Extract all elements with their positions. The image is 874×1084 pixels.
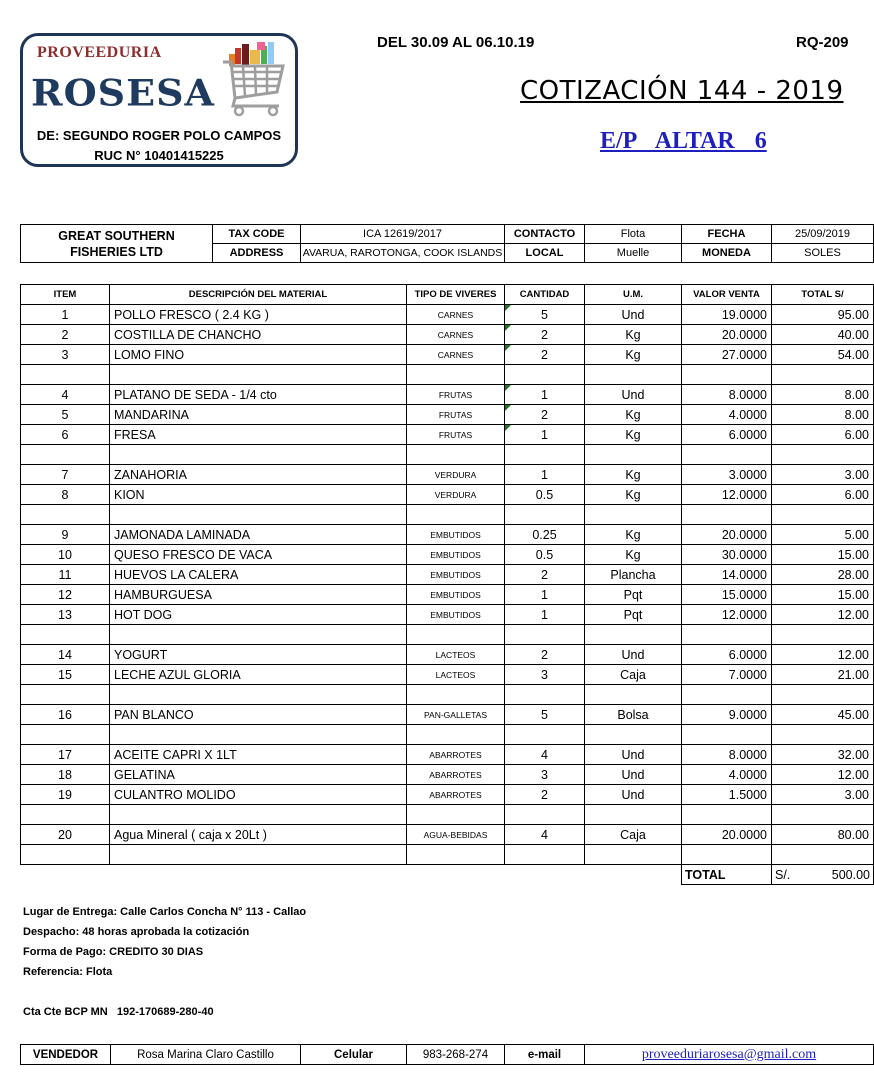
currency-value: SOLES (772, 244, 874, 263)
empty-cell (772, 365, 874, 385)
table-row (21, 325, 874, 345)
item-category: LACTEOS (407, 665, 505, 685)
item-number: 1 (21, 305, 110, 325)
empty-cell (585, 725, 682, 745)
email-cell (585, 1045, 874, 1065)
table-row (21, 645, 874, 665)
empty-cell (505, 685, 585, 705)
shopping-cart-icon (219, 40, 289, 118)
empty-cell (407, 845, 505, 865)
empty-cell (585, 365, 682, 385)
total-label: TOTAL (682, 865, 772, 885)
bank-account: Cta Cte BCP MN 192-170689-280-40 (23, 1006, 214, 1018)
item-category: VERDURA (407, 465, 505, 485)
item-total: 28.00 (772, 565, 874, 585)
item-number: 8 (21, 485, 110, 505)
item-unit-price: 27.0000 (682, 345, 772, 365)
item-description: CULANTRO MOLIDO (110, 785, 407, 805)
item-description: POLLO FRESCO ( 2.4 KG ) (110, 305, 407, 325)
item-unit-price: 3.0000 (682, 465, 772, 485)
item-unit: Kg (585, 325, 682, 345)
spacer-row (21, 845, 874, 865)
total-table (681, 864, 874, 885)
empty-cell (110, 365, 407, 385)
item-description: YOGURT (110, 645, 407, 665)
empty-cell (407, 625, 505, 645)
item-total: 95.00 (772, 305, 874, 325)
empty-cell (505, 845, 585, 865)
item-category: EMBUTIDOS (407, 565, 505, 585)
empty-cell (110, 725, 407, 745)
empty-cell (585, 685, 682, 705)
empty-cell (21, 365, 110, 385)
item-category: AGUA-BEBIDAS (407, 825, 505, 845)
table-row (21, 425, 874, 445)
empty-cell (772, 805, 874, 825)
empty-cell (682, 505, 772, 525)
date-label: FECHA (682, 225, 772, 244)
table-row (21, 605, 874, 625)
item-unit: Und (585, 745, 682, 765)
item-unit: Caja (585, 825, 682, 845)
table-row (21, 745, 874, 765)
address-label: ADDRESS (213, 244, 301, 263)
item-unit: Und (585, 785, 682, 805)
empty-cell (505, 725, 585, 745)
grand-total-value: 500.00 (831, 867, 870, 882)
item-unit: Kg (585, 525, 682, 545)
item-number: 3 (21, 345, 110, 365)
empty-cell (682, 845, 772, 865)
contact-label: CONTACTO (505, 225, 585, 244)
item-quantity: 2 (505, 405, 585, 425)
item-description: LOMO FINO (110, 345, 407, 365)
spacer-row (21, 365, 874, 385)
dispatch-note: Despacho: 48 horas aprobada la cotización (23, 926, 250, 938)
table-row (21, 305, 874, 325)
item-unit: Kg (585, 485, 682, 505)
reference-note: Referencia: Flota (23, 966, 113, 978)
quotation-title: COTIZACIÓN 144 - 2019 (520, 76, 844, 106)
currency-symbol: S/. (775, 867, 791, 882)
grand-total (772, 865, 874, 885)
item-category: CARNES (407, 345, 505, 365)
item-unit: Und (585, 645, 682, 665)
empty-cell (110, 445, 407, 465)
item-unit: Caja (585, 665, 682, 685)
item-unit-price: 14.0000 (682, 565, 772, 585)
empty-cell (585, 445, 682, 465)
empty-cell (772, 625, 874, 645)
spacer-row (21, 685, 874, 705)
column-header: ITEM (21, 285, 110, 305)
empty-cell (772, 845, 874, 865)
tax-code-value: ICA 12619/2017 (301, 225, 505, 244)
column-header: TOTAL S/ (772, 285, 874, 305)
column-header: TIPO DE VIVERES (407, 285, 505, 305)
tax-code-label: TAX CODE (213, 225, 301, 244)
empty-cell (407, 505, 505, 525)
column-header: U.M. (585, 285, 682, 305)
item-quantity: 5 (505, 705, 585, 725)
item-category: LACTEOS (407, 645, 505, 665)
item-quantity: 2 (505, 645, 585, 665)
empty-cell (407, 805, 505, 825)
item-number: 20 (21, 825, 110, 845)
empty-cell (585, 845, 682, 865)
column-header: VALOR VENTA (682, 285, 772, 305)
currency-label: MONEDA (682, 244, 772, 263)
item-quantity: 2 (505, 785, 585, 805)
item-description: HUEVOS LA CALERA (110, 565, 407, 585)
empty-cell (505, 445, 585, 465)
table-row (21, 825, 874, 845)
item-quantity: 2 (505, 345, 585, 365)
item-category: EMBUTIDOS (407, 525, 505, 545)
item-unit-price: 20.0000 (682, 325, 772, 345)
item-quantity: 4 (505, 745, 585, 765)
empty-cell (505, 805, 585, 825)
item-number: 11 (21, 565, 110, 585)
empty-cell (21, 505, 110, 525)
item-number: 14 (21, 645, 110, 665)
table-row (21, 565, 874, 585)
empty-cell (407, 365, 505, 385)
empty-cell (682, 685, 772, 705)
table-row (21, 525, 874, 545)
empty-cell (772, 725, 874, 745)
item-total: 32.00 (772, 745, 874, 765)
empty-cell (110, 685, 407, 705)
item-unit-price: 20.0000 (682, 525, 772, 545)
empty-cell (772, 445, 874, 465)
table-row (21, 385, 874, 405)
delivery-note: Lugar de Entrega: Calle Carlos Concha N° 113 - Callao (23, 906, 307, 918)
table-row (21, 545, 874, 565)
customer-info-table (20, 224, 874, 263)
item-quantity: 1 (505, 605, 585, 625)
item-unit-price: 19.0000 (682, 305, 772, 325)
item-unit-price: 8.0000 (682, 745, 772, 765)
item-unit-price: 6.0000 (682, 425, 772, 445)
item-total: 12.00 (772, 765, 874, 785)
item-unit: Und (585, 305, 682, 325)
item-category: ABARROTES (407, 765, 505, 785)
item-number: 9 (21, 525, 110, 545)
empty-cell (21, 845, 110, 865)
item-unit-price: 1.5000 (682, 785, 772, 805)
item-description: MANDARINA (110, 405, 407, 425)
empty-cell (682, 805, 772, 825)
item-total: 21.00 (772, 665, 874, 685)
item-total: 12.00 (772, 605, 874, 625)
vessel-name: E/P ALTAR 6 (600, 128, 767, 154)
item-category: FRUTAS (407, 405, 505, 425)
item-category: EMBUTIDOS (407, 545, 505, 565)
empty-cell (682, 725, 772, 745)
local-label: LOCAL (505, 244, 585, 263)
item-quantity: 4 (505, 825, 585, 845)
owner-name: DE: SEGUNDO ROGER POLO CAMPOS (36, 128, 282, 143)
empty-cell (682, 625, 772, 645)
item-category: FRUTAS (407, 385, 505, 405)
item-quantity: 1 (505, 465, 585, 485)
empty-cell (682, 365, 772, 385)
empty-cell (407, 685, 505, 705)
item-unit-price: 4.0000 (682, 405, 772, 425)
item-unit-price: 12.0000 (682, 605, 772, 625)
spacer-row (21, 625, 874, 645)
company-logo (20, 33, 298, 167)
item-number: 17 (21, 745, 110, 765)
item-quantity: 1 (505, 385, 585, 405)
item-total: 40.00 (772, 325, 874, 345)
item-description: QUESO FRESCO DE VACA (110, 545, 407, 565)
item-description: LECHE AZUL GLORIA (110, 665, 407, 685)
item-unit-price: 9.0000 (682, 705, 772, 725)
empty-cell (407, 725, 505, 745)
item-unit-price: 15.0000 (682, 585, 772, 605)
spacer-row (21, 725, 874, 745)
item-number: 10 (21, 545, 110, 565)
item-number: 2 (21, 325, 110, 345)
item-quantity: 3 (505, 665, 585, 685)
item-total: 6.00 (772, 425, 874, 445)
item-total: 12.00 (772, 645, 874, 665)
table-row (21, 665, 874, 685)
item-description: PAN BLANCO (110, 705, 407, 725)
item-unit: Kg (585, 345, 682, 365)
item-quantity: 0.5 (505, 485, 585, 505)
item-unit: Plancha (585, 565, 682, 585)
item-unit: Kg (585, 465, 682, 485)
empty-cell (21, 725, 110, 745)
requirement-code: RQ-209 (796, 34, 849, 51)
item-quantity: 2 (505, 565, 585, 585)
item-description: FRESA (110, 425, 407, 445)
item-unit-price: 20.0000 (682, 825, 772, 845)
item-unit-price: 6.0000 (682, 645, 772, 665)
table-row (21, 405, 874, 425)
empty-cell (21, 685, 110, 705)
phone-value: 983-268-274 (407, 1045, 505, 1065)
item-category: ABARROTES (407, 785, 505, 805)
column-header: DESCRIPCIÓN DEL MATERIAL (110, 285, 407, 305)
item-quantity: 2 (505, 325, 585, 345)
email-label: e-mail (505, 1045, 585, 1065)
ruc-number: RUC N° 10401415225 (94, 148, 224, 163)
item-number: 18 (21, 765, 110, 785)
item-unit: Kg (585, 405, 682, 425)
item-total: 3.00 (772, 785, 874, 805)
item-total: 8.00 (772, 405, 874, 425)
empty-cell (110, 505, 407, 525)
item-quantity: 0.25 (505, 525, 585, 545)
empty-cell (585, 505, 682, 525)
customer-name: GREAT SOUTHERN FISHERIES LTD (21, 225, 213, 263)
item-number: 4 (21, 385, 110, 405)
item-unit-price: 12.0000 (682, 485, 772, 505)
local-value: Muelle (585, 244, 682, 263)
item-unit: Pqt (585, 585, 682, 605)
item-total: 15.00 (772, 585, 874, 605)
item-unit-price: 30.0000 (682, 545, 772, 565)
logo-prefix: PROVEEDURIA (37, 44, 162, 61)
item-description: COSTILLA DE CHANCHO (110, 325, 407, 345)
item-unit-price: 4.0000 (682, 765, 772, 785)
item-description: GELATINA (110, 765, 407, 785)
item-unit: Pqt (585, 605, 682, 625)
logo-name: ROSESA (31, 71, 216, 114)
item-unit: Kg (585, 545, 682, 565)
spacer-row (21, 505, 874, 525)
empty-cell (21, 445, 110, 465)
item-total: 8.00 (772, 385, 874, 405)
item-number: 12 (21, 585, 110, 605)
item-number: 6 (21, 425, 110, 445)
item-quantity: 0.5 (505, 545, 585, 565)
item-number: 7 (21, 465, 110, 485)
item-category: PAN-GALLETAS (407, 705, 505, 725)
table-row (21, 765, 874, 785)
table-row (21, 465, 874, 485)
item-description: KION (110, 485, 407, 505)
item-unit: Bolsa (585, 705, 682, 725)
item-description: ACEITE CAPRI X 1LT (110, 745, 407, 765)
item-category: FRUTAS (407, 425, 505, 445)
empty-cell (772, 505, 874, 525)
item-category: CARNES (407, 325, 505, 345)
table-row (21, 705, 874, 725)
empty-cell (407, 445, 505, 465)
item-total: 45.00 (772, 705, 874, 725)
empty-cell (585, 805, 682, 825)
column-header: CANTIDAD (505, 285, 585, 305)
item-unit-price: 8.0000 (682, 385, 772, 405)
payment-note: Forma de Pago: CREDITO 30 DIAS (23, 946, 204, 958)
empty-cell (505, 365, 585, 385)
item-number: 13 (21, 605, 110, 625)
contact-value: Flota (585, 225, 682, 244)
empty-cell (772, 685, 874, 705)
table-row (21, 585, 874, 605)
empty-cell (110, 845, 407, 865)
item-total: 80.00 (772, 825, 874, 845)
empty-cell (21, 625, 110, 645)
empty-cell (505, 505, 585, 525)
item-category: VERDURA (407, 485, 505, 505)
seller-name: Rosa Marina Claro Castillo (111, 1045, 301, 1065)
spacer-row (21, 445, 874, 465)
item-category: EMBUTIDOS (407, 605, 505, 625)
email-link[interactable]: proveeduriarosesa@gmail.com (641, 1046, 817, 1062)
empty-cell (585, 625, 682, 645)
seller-info-table (20, 1044, 874, 1065)
items-header-row (21, 285, 874, 305)
item-description: HAMBURGUESA (110, 585, 407, 605)
seller-label: VENDEDOR (21, 1045, 111, 1065)
item-number: 16 (21, 705, 110, 725)
item-quantity: 1 (505, 585, 585, 605)
item-category: ABARROTES (407, 745, 505, 765)
address-value: AVARUA, RAROTONGA, COOK ISLANDS (301, 244, 505, 263)
spacer-row (21, 805, 874, 825)
empty-cell (505, 625, 585, 645)
empty-cell (110, 625, 407, 645)
item-unit: Kg (585, 425, 682, 445)
empty-cell (110, 805, 407, 825)
item-description: JAMONADA LAMINADA (110, 525, 407, 545)
item-description: Agua Mineral ( caja x 20Lt ) (110, 825, 407, 845)
item-number: 15 (21, 665, 110, 685)
item-number: 19 (21, 785, 110, 805)
item-total: 54.00 (772, 345, 874, 365)
items-table (20, 284, 874, 865)
item-description: PLATANO DE SEDA - 1/4 cto (110, 385, 407, 405)
date-value: 25/09/2019 (772, 225, 874, 244)
item-quantity: 1 (505, 425, 585, 445)
table-row (21, 785, 874, 805)
empty-cell (682, 445, 772, 465)
item-category: EMBUTIDOS (407, 585, 505, 605)
period-range: DEL 30.09 AL 06.10.19 (377, 34, 535, 51)
item-category: CARNES (407, 305, 505, 325)
item-unit: Und (585, 385, 682, 405)
phone-label: Celular (301, 1045, 407, 1065)
table-row (21, 345, 874, 365)
item-total: 15.00 (772, 545, 874, 565)
item-number: 5 (21, 405, 110, 425)
item-quantity: 3 (505, 765, 585, 785)
item-total: 3.00 (772, 465, 874, 485)
item-unit-price: 7.0000 (682, 665, 772, 685)
item-total: 5.00 (772, 525, 874, 545)
item-unit: Und (585, 765, 682, 785)
item-quantity: 5 (505, 305, 585, 325)
table-row (21, 485, 874, 505)
item-total: 6.00 (772, 485, 874, 505)
empty-cell (21, 805, 110, 825)
item-description: ZANAHORIA (110, 465, 407, 485)
item-description: HOT DOG (110, 605, 407, 625)
